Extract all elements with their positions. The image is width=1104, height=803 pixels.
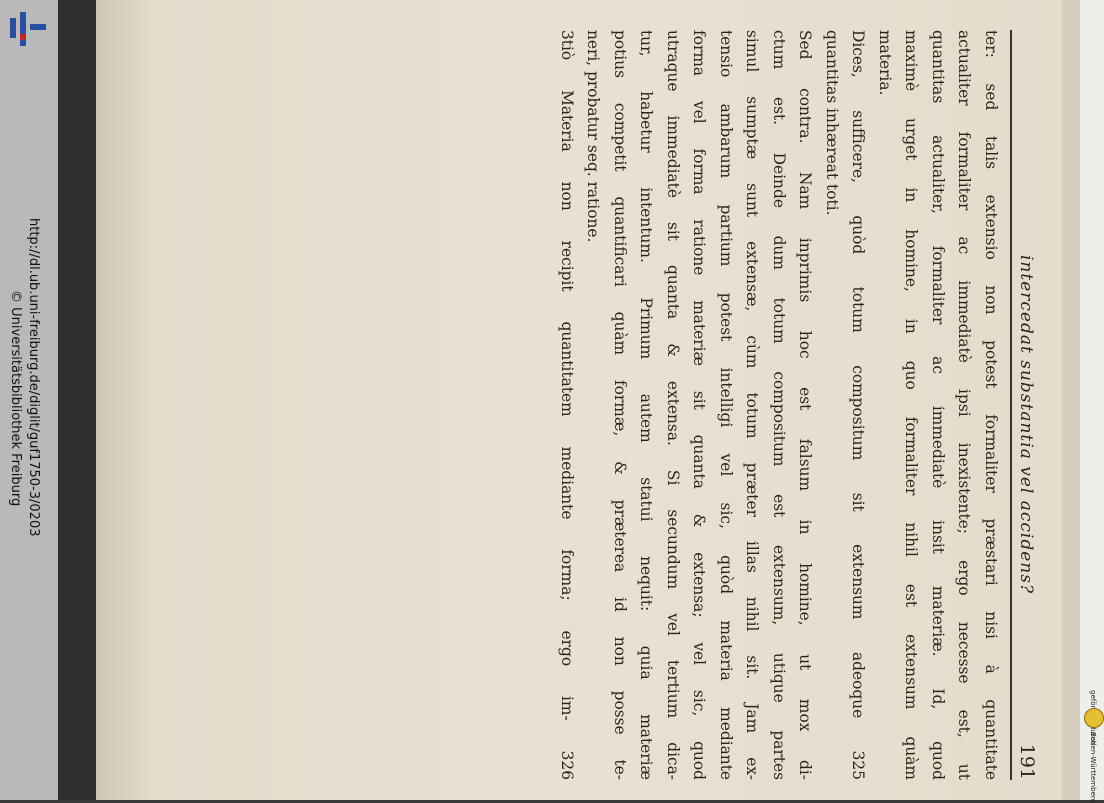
page-number: 191	[1016, 743, 1038, 780]
library-logo-icon	[6, 10, 50, 54]
right-margin	[1080, 0, 1104, 800]
text-line: quantitas inhæreat toti.	[823, 30, 841, 216]
page-text-block	[558, 30, 1040, 780]
text-line: neri, probatur seq. ratione.	[584, 30, 603, 243]
body-text	[554, 30, 1005, 780]
scan-margin	[58, 0, 98, 800]
text-line: actualiter formaliter ac immediatè ipsi inexistente; ergo necesse est, ut	[955, 30, 974, 780]
text-line: tur, habetur intentum. Primum autem statui nequit: quia materiæ	[637, 30, 656, 780]
page-edge	[1062, 0, 1080, 800]
copyright-notice: © Universitätsbibliothek Freiburg	[8, 290, 23, 507]
sidebar-strip	[0, 0, 58, 800]
page-header	[1010, 30, 1040, 780]
text-line: 3tiò Materia non recipit quantitatem mediante forma; ergo im- 326	[558, 30, 576, 780]
coat-of-arms-icon	[1084, 708, 1104, 728]
text-line: quantitas actualiter, formaliter ac immediatè insit materiæ. Id, quod	[929, 30, 947, 780]
text-line: materia.	[876, 30, 894, 96]
text-line: Sed contra. Nam inprimis hoc est falsum in homine, ut mox di-	[796, 30, 815, 780]
text-line: ctum est. Deinde dum totum compositum est extensum, utique partes	[770, 30, 788, 780]
funding-logo	[1083, 690, 1103, 803]
text-line: forma vel forma ratione materiæ sit quanta & extensa; vel sic, quod	[690, 30, 709, 780]
text-line: simul sumptæ sunt extensæ, cùm totum præter illas nihil sit. Jam ex-	[743, 30, 762, 780]
text-line: maximè urget in homine, in quo formaliter nihil est extensum quàm	[902, 30, 921, 780]
region-label: Baden-Württemberg	[1089, 732, 1097, 803]
text-line: tensio ambarum partium potest intelligi vel sic, quòd materia mediante	[717, 30, 735, 780]
text-line: utraque immediatè sit quanta & extensa. Si secundum vel tertium dica-	[664, 30, 682, 780]
text-line: Dices, sufficere, quòd totum compositum sit extensum adeoque 325	[849, 30, 868, 780]
text-line: ter: sed talis extensio non potest formaliter præstari nisi à quantitate	[982, 30, 1000, 780]
running-head: intercedat substantia vel accidens?	[1016, 255, 1036, 595]
text-line: potius competit quantificari quàm formæ, & præterea id non posse te-	[611, 30, 629, 780]
document-url[interactable]: http://dl.ub.uni-freiburg.de/diglit/guf1750-3/0203	[26, 218, 41, 537]
